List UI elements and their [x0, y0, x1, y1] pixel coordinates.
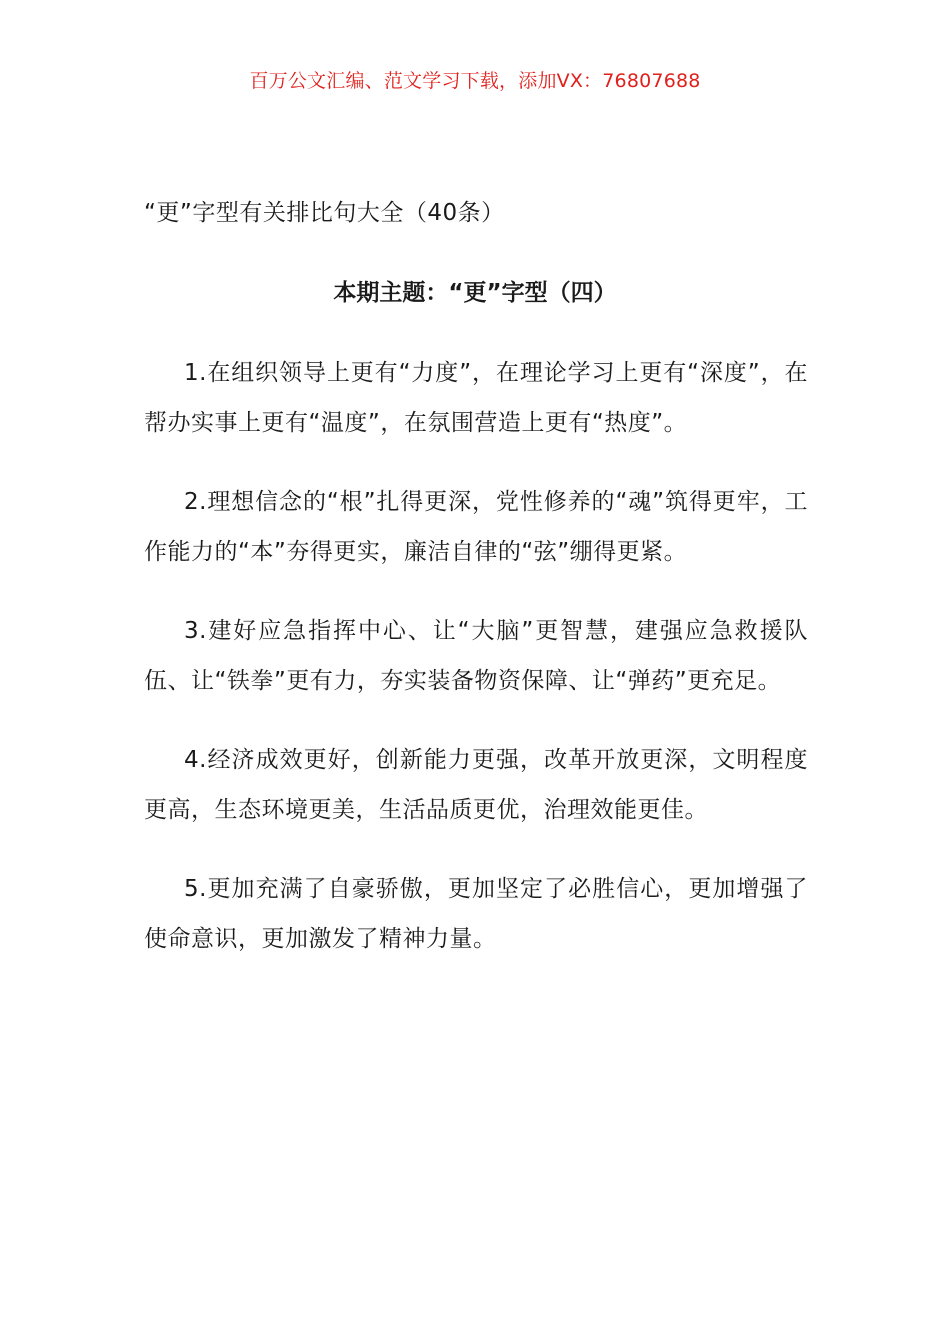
paragraph-3: 3.建好应急指挥中心、让“大脑”更智慧，建强应急救援队伍、让“铁拳”更有力，夯实装备物资保障、让“弹药”更充足。 — [144, 618, 808, 694]
header-note: 百万公文汇编、范文学习下载，添加VX：76807688 — [249, 70, 701, 92]
paragraph-4: 4.经济成效更好，创新能力更强，改革开放更深，文明程度更高，生态环境更美，生活品质更优，治理效能更佳。 — [144, 747, 808, 823]
paragraph-5: 5.更加充满了自豪骄傲，更加坚定了必胜信心，更加增强了使命意识，更加激发了精神力量。 — [144, 876, 808, 952]
paragraph-2: 2.理想信念的“根”扎得更深，党性修养的“魂”筑得更牢，工作能力的“本”夯得更实，廉洁自律的“弦”绷得更紧。 — [144, 489, 808, 565]
document-body — [144, 348, 808, 993]
document-subtitle: 本期主题：“更”字型（四） — [333, 280, 617, 306]
paragraph-1: 1.在组织领导上更有“力度”，在理论学习上更有“深度”，在帮办实事上更有“温度”，在氛围营造上更有“热度”。 — [144, 360, 808, 436]
document-title: “更”字型有关排比句大全（40条） — [144, 200, 505, 226]
